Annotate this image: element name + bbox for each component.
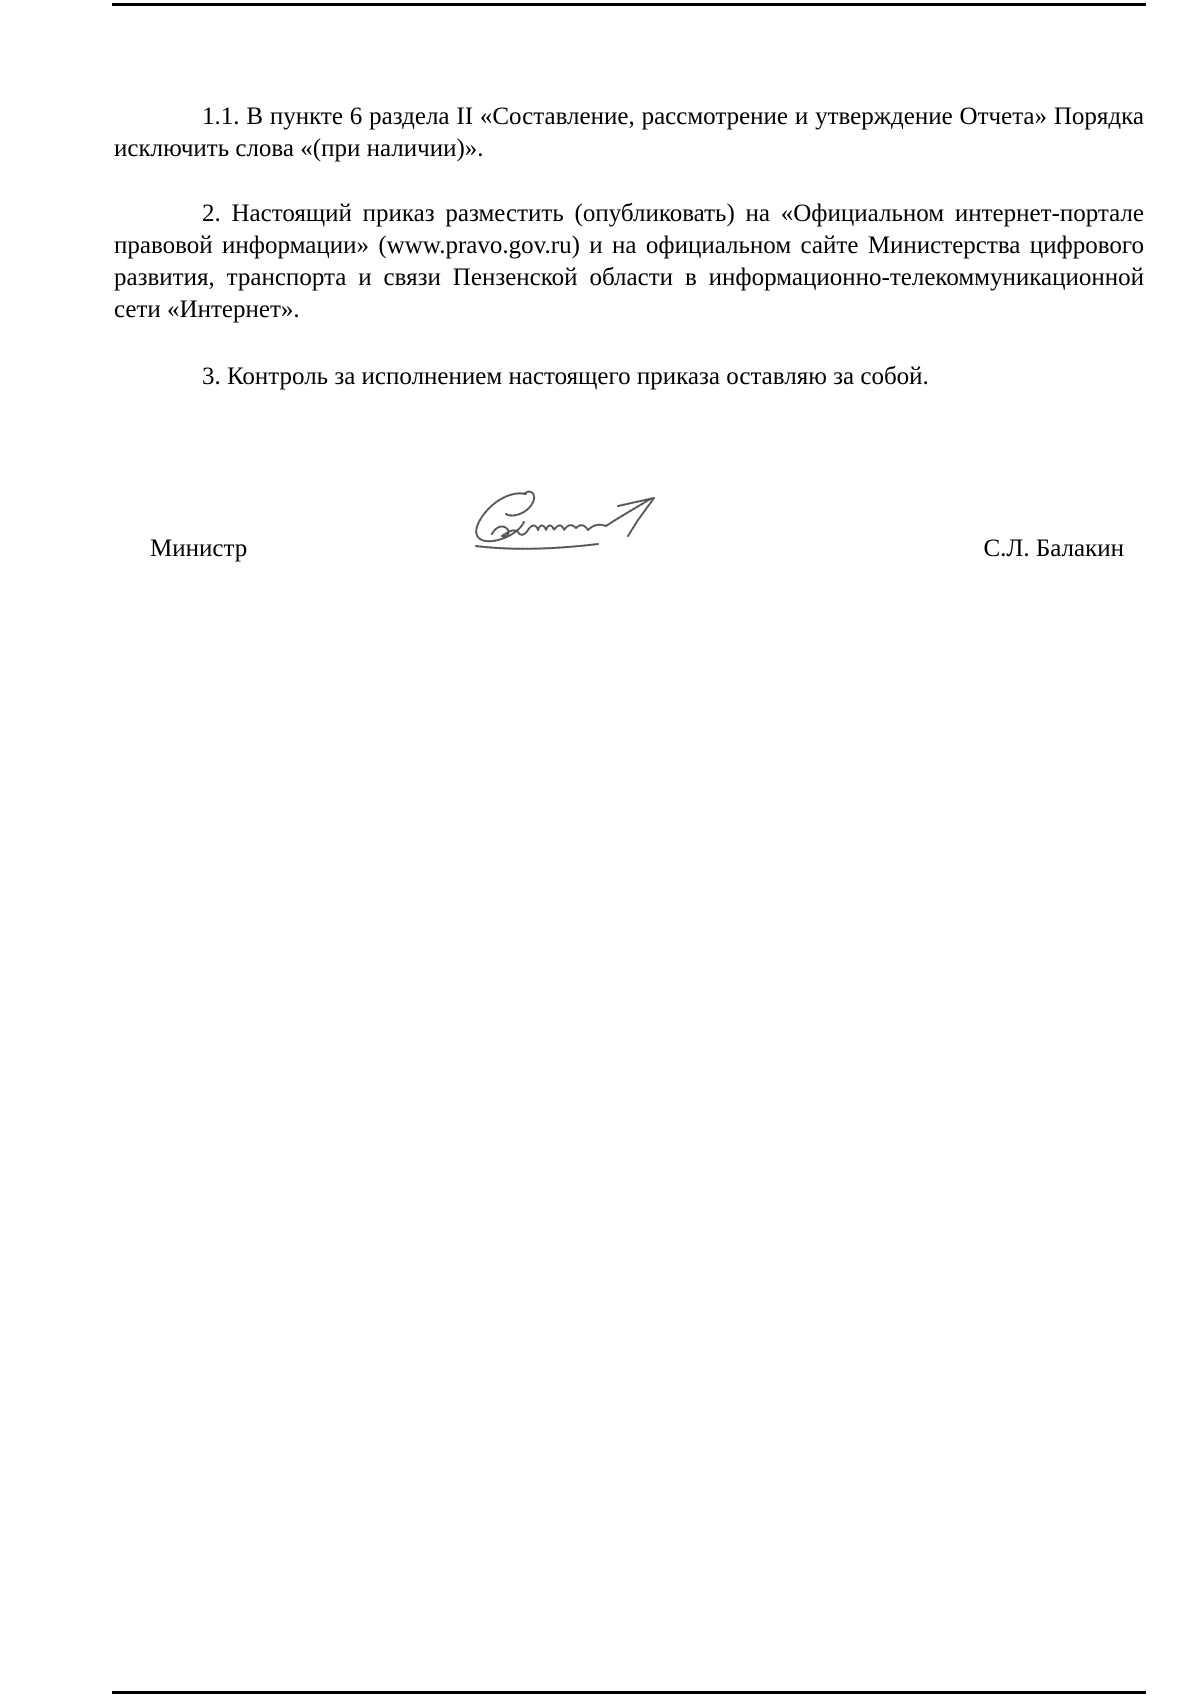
bottom-rule — [112, 1691, 1146, 1694]
paragraph-1-1: 1.1. В пункте 6 раздела II «Составление, рассмотрение и утверждение Отчета» Порядка исключить слова «(при наличии)». — [114, 103, 1144, 162]
top-rule — [112, 3, 1146, 6]
paragraph-3: 3. Контроль за исполнением настоящего приказа оставляю за собой. — [202, 363, 929, 390]
paragraph-2: 2. Настоящий приказ разместить (опубликовать) на «Официальном интернет-портале правовой информации» (www.pravo.gov.ru) и на официальном сайте Министерства цифрового развития, транспорта и связи Пензенской области в информационно-телекоммуникационной сети «Интернет». — [114, 200, 1144, 323]
signer-name: С.Л. Балакин — [983, 535, 1124, 562]
handwritten-signature — [468, 484, 668, 560]
signer-role: Министр — [150, 535, 248, 562]
